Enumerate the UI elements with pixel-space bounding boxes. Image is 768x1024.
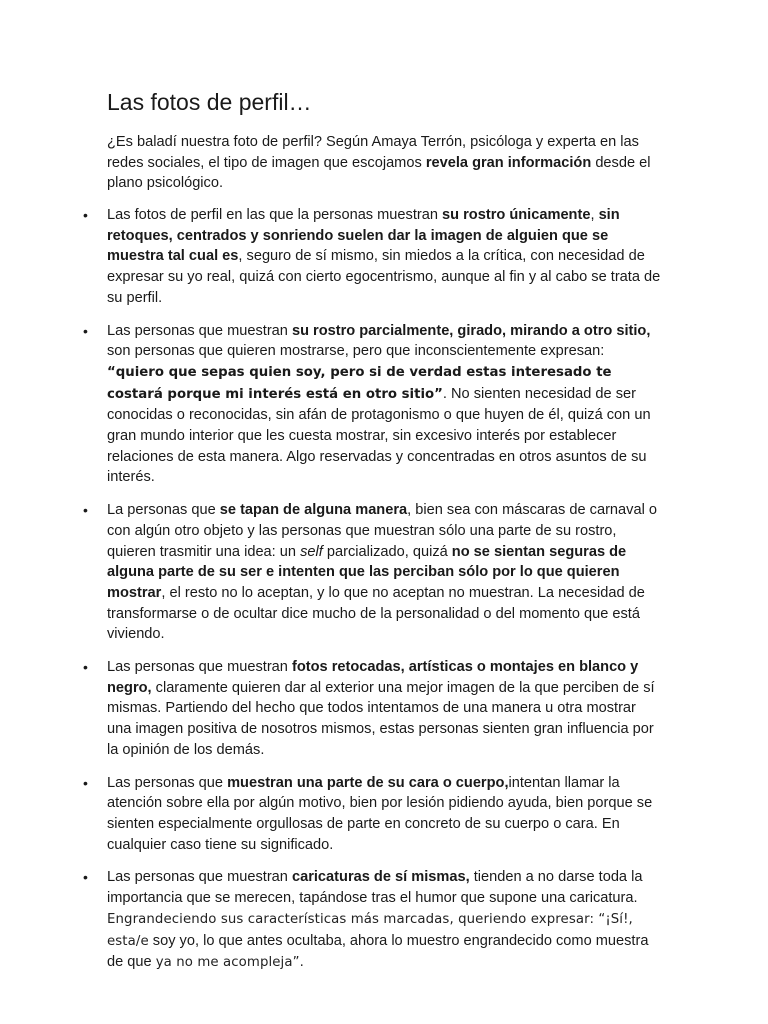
bullet-text: , seguro de sí mismo, sin miedos a la crítica, con necesidad de expresar su yo real, quizá con cierto egocentrismo, aunque al fin y al cabo se trata de su perfil. xyxy=(107,248,661,306)
bullet-bold-text: fotos retocadas, artísticas o montajes en blanco y negro, xyxy=(107,659,639,696)
intro-text-end: desde el plano psicológico. xyxy=(107,154,651,191)
bullet-alt-font-text: ya no me acompleja”. xyxy=(155,955,304,971)
bullet-italic-text: self xyxy=(300,543,323,560)
bullet-text: parcializado, quizá xyxy=(322,543,452,560)
bullet-text: tienden a no darse toda la importancia que se merecen, tapándose tras el humor que supone una caricatura. xyxy=(107,869,643,907)
bullet-bold-quote: “quiero que sepas quien soy, pero si de verdad estas interesado te costará porque mi interés está en otro sitio” xyxy=(107,364,612,402)
bullet-text: . No sienten necesidad de ser conocidas o reconocidas, sin afán de protagonismo o que huyen de él, quizá con un gran mundo interior que les cuesta mostrar, sin excesivo interés por establecer relaciones de esta manera. Algo reservadas y concentradas en otros asuntos de su interés. xyxy=(107,385,651,486)
bullet-bold-text: sin retoques, centrados y sonriendo suelen dar la imagen de alguien que se muestra tal cual es xyxy=(107,207,620,265)
bullet-item-fotos-retocadas xyxy=(107,657,663,761)
bullet-bold-text: su rostro únicamente xyxy=(442,207,591,223)
bullet-text: son personas que quieren mostrarse, pero que inconscientemente expresan: xyxy=(107,343,605,360)
intro-text: ¿Es baladí nuestra foto de perfil? Según Amaya Terrón, psicóloga y experta en las redes sociales, el tipo de imagen que escojamos xyxy=(107,134,639,171)
bullet-text: Las personas que muestran xyxy=(107,869,292,886)
bullet-bold-text: muestran una parte de su cara o cuerpo, xyxy=(227,774,509,791)
bullet-item-se-tapan xyxy=(107,500,663,645)
bullet-bold-text: caricaturas de sí mismas, xyxy=(291,869,470,886)
bullet-item-caricaturas xyxy=(107,867,663,974)
bullet-text: Las personas que muestran xyxy=(107,322,292,339)
document-title: Las fotos de perfil… xyxy=(107,89,312,115)
bullet-item-rostro-parcial xyxy=(107,321,663,489)
bullet-text: , xyxy=(590,207,599,223)
bullet-bold-text: se tapan de alguna manera xyxy=(219,502,408,519)
bullet-list xyxy=(107,205,663,986)
bullet-alt-font-text: Engrandeciendo sus características más marcadas, queriendo expresar: “¡Sí!, esta/e xyxy=(107,911,633,949)
bullet-text: La personas que xyxy=(107,502,220,519)
bullet-item-rostro-unicamente xyxy=(107,205,663,309)
bullet-text: Las personas que muestran xyxy=(107,659,292,676)
bullet-bold-text: su rostro parcialmente, girado, mirando a otro sitio, xyxy=(291,322,651,339)
bullet-text: , bien sea con máscaras de carnaval o con algún otro objeto y las personas que muestran sólo una parte de su rostro, quieren trasmitir una idea: un xyxy=(107,502,657,560)
bullet-item-parte-cara-cuerpo xyxy=(107,773,663,856)
bullet-text: claramente quieren dar al exterior una mejor imagen de la que perciben de sí mismas. Partiendo del hecho que todos intentamos de una manera u otra mostrar una imagen positiva de nosotros mismos, estas personas sienten gran influencia por la opinión de los demás. xyxy=(107,679,655,758)
bullet-text: Las personas que xyxy=(107,774,228,791)
bullet-text: , el resto no lo aceptan, y lo que no aceptan no muestran. La necesidad de transformarse o de ocultar dice mucho de la personalidad o del momento que está viviendo. xyxy=(107,584,645,643)
intro-bold-text: revela gran información xyxy=(425,154,592,171)
bullet-text: intentan llamar la atención sobre ella por algún motivo, bien por lesión pidiendo ayuda, bien porque se sienten especialmente orgullosas de parte en concreto de su cuerpo o cara. En cualquier caso tiene su significado. xyxy=(107,774,653,853)
bullet-bold-text: no se sientan seguras de alguna parte de su ser e intenten que las perciban sólo por lo que quieren mostrar xyxy=(107,543,627,601)
bullet-text: soy yo, lo que antes ocultaba, ahora lo muestro engrandecido como muestra de que xyxy=(107,932,649,971)
intro-paragraph xyxy=(107,132,667,194)
bullet-text: Las fotos de perfil en las que la personas muestran xyxy=(107,207,443,223)
